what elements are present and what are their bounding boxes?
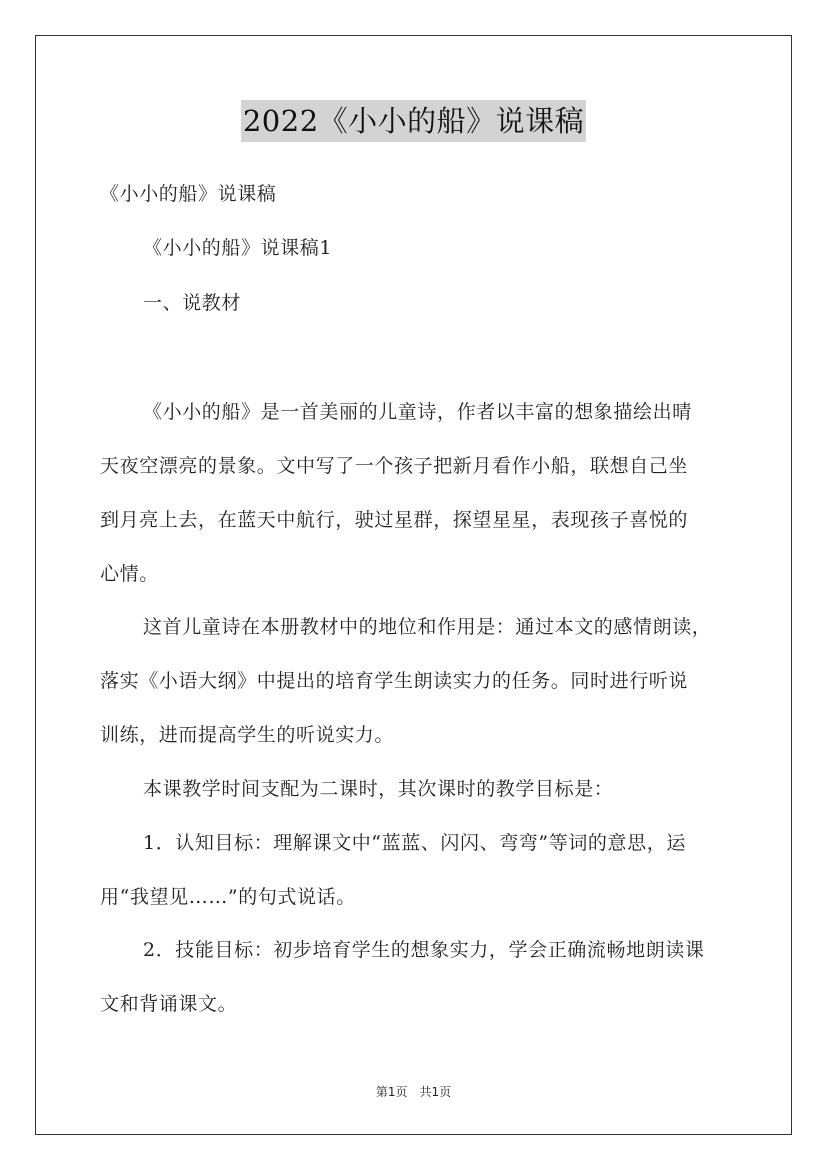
paragraph-line: 训练，进而提高学生的听说实力。 <box>100 724 395 746</box>
paragraph-line: 《小小的船》是一首美丽的儿童诗，作者以丰富的想象描绘出晴 <box>143 401 692 423</box>
heading-teaching-material: 一、说教材 <box>143 292 242 314</box>
paragraph-line: 到月亮上去，在蓝天中航行，驶过星群，探望星星，表现孩子喜悦的 <box>100 509 689 531</box>
paragraph-line: 天夜空漂亮的景象。文中写了一个孩子把新月看作小船，联想自己坐 <box>100 455 689 477</box>
page-number: 第1页 共1页 <box>375 1085 452 1099</box>
paragraph-line: 本课教学时间支配为二课时，其次课时的教学目标是： <box>143 778 614 800</box>
paragraph-line: 用“我望见……”的句式说话。 <box>100 886 356 908</box>
paragraph-line: 文和背诵课文。 <box>100 993 238 1015</box>
document-title: 2022《小小的船》说课稿 <box>241 100 586 142</box>
paragraph-line: 心情。 <box>100 563 159 585</box>
paragraph-line: 1．认知目标：理解课文中“蓝蓝、闪闪、弯弯”等词的意思，运 <box>143 832 686 854</box>
document-subtitle: 《小小的船》说课稿 <box>100 183 277 205</box>
paragraph-line: 2．技能目标：初步培育学生的想象实力，学会正确流畅地朗读课 <box>143 939 705 961</box>
title-wrap <box>0 100 827 142</box>
section-title: 《小小的船》说课稿1 <box>143 237 333 259</box>
paragraph-line: 这首儿童诗在本册教材中的地位和作用是：通过本文的感情朗读， <box>143 616 712 638</box>
paragraph-line: 落实《小语大纲》中提出的培育学生朗读实力的任务。同时进行听说 <box>100 670 689 692</box>
